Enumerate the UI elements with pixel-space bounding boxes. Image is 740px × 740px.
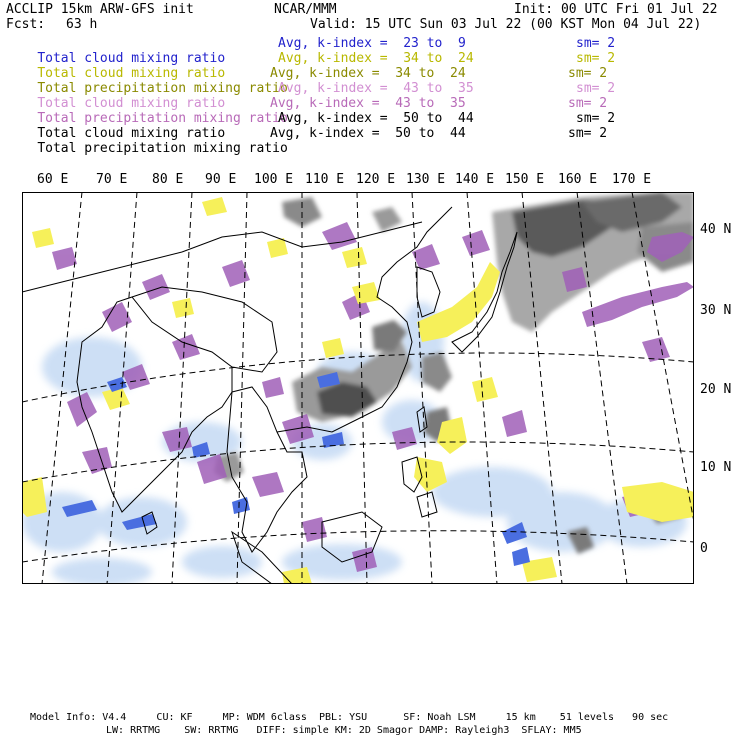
legend-sm: sm= 2 <box>568 96 608 111</box>
legend-row-7 <box>6 126 288 171</box>
legend-field: Total precipitation mixing ratio <box>37 141 288 156</box>
legend-sm: sm= 2 <box>568 126 608 141</box>
legend-field: Total cloud mixing ratio <box>37 66 226 81</box>
lon-label: 140 E <box>455 172 495 187</box>
forecast-map <box>22 192 694 584</box>
legend-field: Total precipitation mixing ratio <box>37 111 288 126</box>
lon-label: 130 E <box>406 172 446 187</box>
model-title: ACCLIP 15km ARW-GFS init <box>6 2 194 17</box>
legend-avg: Avg, k-index = 50 to 44 <box>278 111 474 126</box>
lon-label: 110 E <box>305 172 345 187</box>
lon-label: 170 E <box>612 172 652 187</box>
legend-avg: Avg, k-index = 34 to 24 <box>278 51 474 66</box>
legend-sm: sm= 2 <box>568 66 608 81</box>
lat-label: 0 <box>700 541 708 556</box>
legend-field: Total cloud mixing ratio <box>37 51 226 66</box>
lat-label: 20 N <box>700 382 732 397</box>
forecast-label: Fcst: <box>6 17 46 32</box>
lat-label: 30 N <box>700 303 732 318</box>
legend-sm: sm= 2 <box>576 111 616 126</box>
lon-label: 150 E <box>505 172 545 187</box>
legend-field: Total precipitation mixing ratio <box>37 81 288 96</box>
lat-label: 40 N <box>700 222 732 237</box>
legend-sm: sm= 2 <box>576 81 616 96</box>
lon-label: 70 E <box>96 172 128 187</box>
legend-avg: Avg, k-index = 23 to 9 <box>278 36 466 51</box>
lon-label: 90 E <box>205 172 237 187</box>
legend-avg: Avg, k-index = 43 to 35 <box>270 96 466 111</box>
lon-label: 60 E <box>37 172 69 187</box>
lon-label: 80 E <box>152 172 184 187</box>
model-info-line-1: Model Info: V4.4 CU: KF MP: WDM 6class PBL: YSU SF: Noah LSM 15 km 51 levels 90 sec <box>30 712 669 723</box>
init-time: Init: 00 UTC Fri 01 Jul 22 <box>514 2 718 17</box>
legend-avg: Avg, k-index = 50 to 44 <box>270 126 466 141</box>
legend-avg: Avg, k-index = 43 to 35 <box>278 81 474 96</box>
legend-avg: Avg, k-index = 34 to 24 <box>270 66 466 81</box>
legend-sm: sm= 2 <box>576 36 616 51</box>
lon-label: 120 E <box>356 172 396 187</box>
lon-label: 160 E <box>558 172 598 187</box>
model-info-line-2: LW: RRTMG SW: RRTMG DIFF: simple KM: 2D Smagor DAMP: Rayleigh3 SFLAY: MM5 <box>106 725 582 736</box>
forecast-hours: 63 h <box>66 17 98 32</box>
legend-field: Total cloud mixing ratio <box>37 126 226 141</box>
lat-label: 10 N <box>700 460 732 475</box>
valid-time: Valid: 15 UTC Sun 03 Jul 22 (00 KST Mon 04 Jul 22) <box>310 17 702 32</box>
legend-sm: sm= 2 <box>576 51 616 66</box>
legend-field: Total cloud mixing ratio <box>37 96 226 111</box>
lon-label: 100 E <box>254 172 294 187</box>
organization: NCAR/MMM <box>274 2 337 17</box>
